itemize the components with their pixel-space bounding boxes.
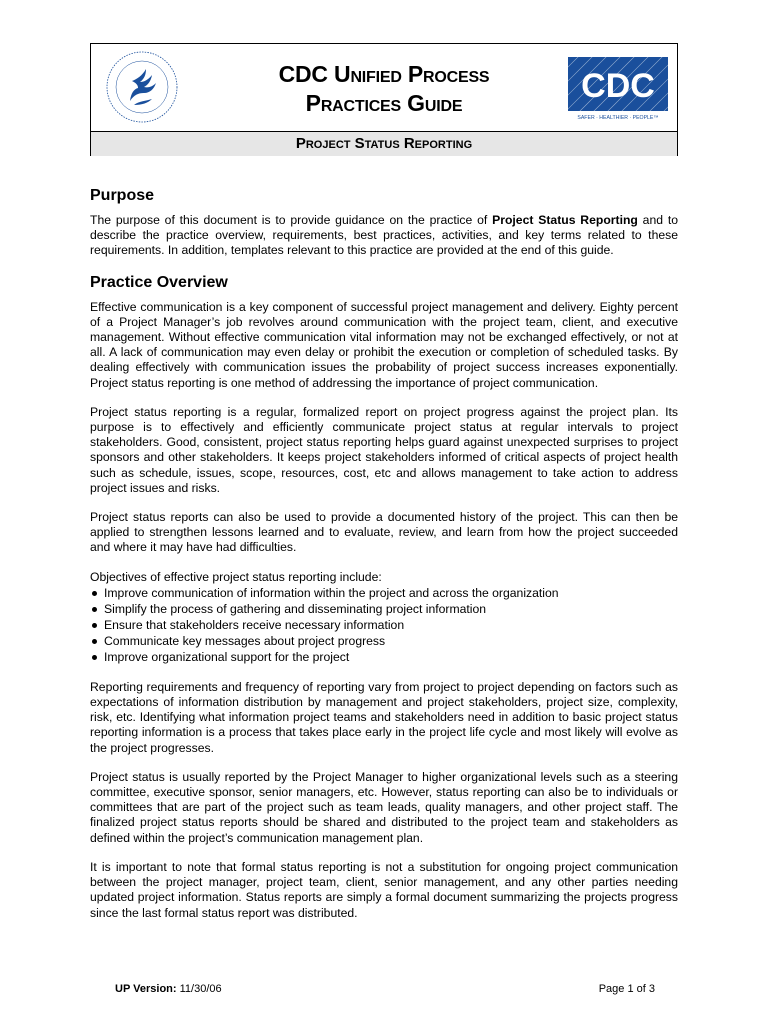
- version-value: 11/30/06: [179, 983, 222, 995]
- purpose-text-start: The purpose of this document is to provide guidance on the practice of: [90, 213, 493, 227]
- overview-paragraph: It is important to note that formal status reporting is not a substitution for ongoing project communication between the project manager, project team, client, senior management, and any other parties needing updated project information. Status reports are simply a formal document summarizing the projects progress since the last formal status report was distributed.: [90, 859, 678, 920]
- cdc-logo-text: CDC: [581, 67, 655, 105]
- version-info: [115, 982, 222, 996]
- list-item: Improve organizational support for the project: [90, 649, 678, 665]
- document-subtitle: Project Status Reporting: [91, 132, 677, 156]
- document-header: [90, 43, 678, 156]
- objectives-list: [90, 585, 678, 665]
- document-body: [90, 186, 678, 935]
- title-line-1: CDC Unified Process: [278, 61, 490, 87]
- version-label: UP Version:: [115, 983, 177, 995]
- purpose-paragraph: [90, 213, 678, 259]
- overview-paragraph: Reporting requirements and frequency of reporting vary from project to project depending on factors such as expectations of information distribution by management and project stakeholders, project size, complexity, risk, etc. Identifying what information project teams and stakeholders need in addition to basic project status reporting information is a process that takes place early in the project life cycle and most likely will evolve as the project progresses.: [90, 679, 678, 755]
- list-item: Improve communication of information within the project and across the organization: [90, 585, 678, 601]
- overview-paragraph: Effective communication is a key component of successful project management and delivery. Eighty percent of a Project Manager’s job revolves around communication with the project team, client, and executive management. Without effective communication vital information may not be exchanged effectively, or not at all. A lack of communication may even delay or prohibit the execution or completion of scheduled tasks. By dealing effectively with communication issues the probability of project success increases exponentially. Project status reporting is one method of addressing the importance of project communication.: [90, 299, 678, 390]
- overview-paragraph: Project status is usually reported by the Project Manager to higher organizational levels such as a steering committee, executive sponsor, senior managers, etc. However, status reporting can also be to individuals or committees that are part of the project such as team leads, quality managers, and other project staff. The finalized project status reports should be shared and distributed to the project team and stakeholders as defined within the project’s communication management plan.: [90, 769, 678, 845]
- list-item: Simplify the process of gathering and disseminating project information: [90, 601, 678, 617]
- purpose-heading: Purpose: [90, 187, 155, 204]
- title-line-2: Practices Guide: [305, 90, 463, 116]
- overview-paragraph: Project status reporting is a regular, formalized report on project progress against the project plan. Its purpose is to effectively and efficiently communicate project status at regular intervals to project stakeholders. Good, consistent, project status reporting helps guard against unexpected surprises to project sponsors and other stakeholders. It keeps project stakeholders informed of critical aspects of project health such as schedule, issues, scope, resources, cost, etc and allows management to take action to address project issues and risks.: [90, 404, 678, 495]
- cdc-logo-tagline: SAFER · HEALTHIER · PEOPLE™: [577, 115, 659, 121]
- overview-heading: Practice Overview: [90, 273, 228, 291]
- cdc-logo: [568, 57, 668, 121]
- purpose-text-end: and to describe the practice overview, requirements, best practices, activities, and key terms related to these requirements. In addition, templates relevant to this practice are provided at the end of this guide.: [90, 213, 678, 258]
- list-item: Communicate key messages about project progress: [90, 633, 678, 649]
- header-title-row: [91, 44, 677, 132]
- hhs-seal-icon: [104, 49, 180, 125]
- purpose-text-bold: Project Status Reporting: [492, 213, 638, 227]
- objectives-intro: Objectives of effective project status reporting include:: [90, 569, 382, 584]
- document-title: [201, 60, 567, 118]
- page-number: Page 1 of 3: [598, 983, 655, 995]
- overview-paragraph: Project status reports can also be used to provide a documented history of the project. This can then be applied to strengthen lessons learned and to evaluate, review, and learn from how the project succeeded and where it may have had difficulties.: [90, 510, 678, 555]
- list-item: Ensure that stakeholders receive necessary information: [90, 617, 678, 633]
